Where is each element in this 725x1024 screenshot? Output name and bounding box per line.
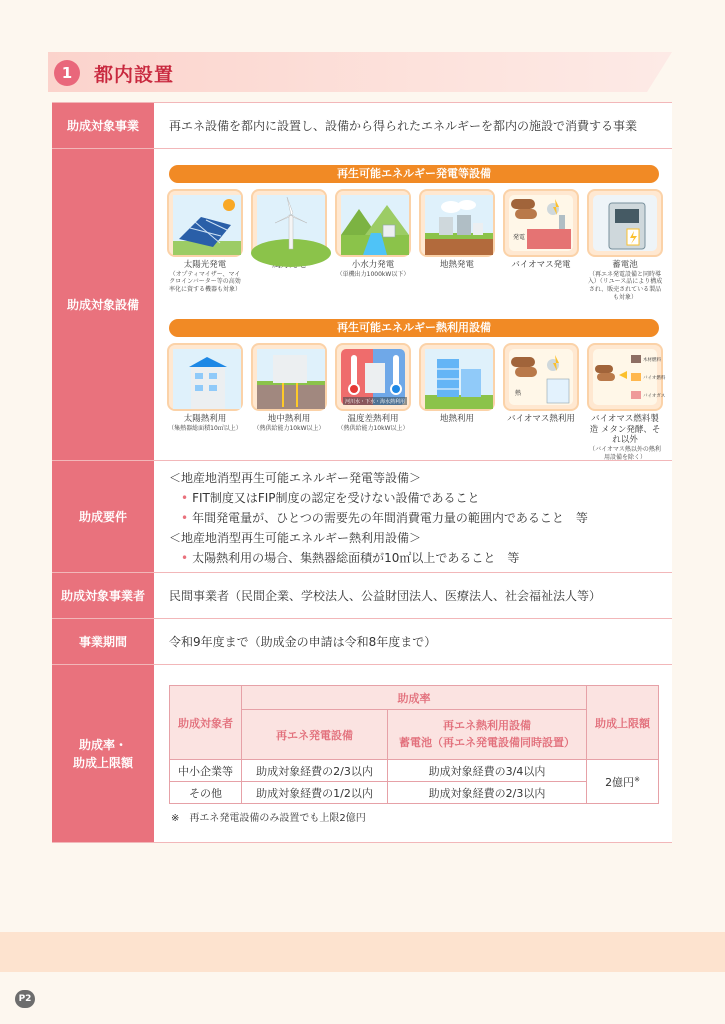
rate-footnote: ※ 再エネ発電設備のみ設置でも上限2億円	[171, 813, 366, 824]
wind-turbine-icon	[251, 189, 327, 257]
section-number-badge: 1	[54, 60, 80, 86]
svg-text:河川水・下水・海水熱利用: 河川水・下水・海水熱利用	[344, 399, 406, 405]
section-title: 都内設置	[94, 64, 175, 86]
value-target-operators: 民間事業者（民間企業、学校法人、公益財団法人、医療法人、社会福祉法人等）	[155, 573, 672, 618]
biomass-plant-icon	[503, 189, 579, 257]
svg-text:バイオガス: バイオガス	[643, 394, 666, 399]
biomass-heat-icon	[503, 343, 579, 411]
item-note: （集熱器総面積10㎡以上）	[168, 424, 242, 432]
rate-panel	[155, 665, 672, 842]
rate-row-power: 助成対象経費の1/2以内	[242, 782, 388, 804]
rate-row-target: 中小企業等	[170, 760, 242, 782]
item-temperature-difference	[335, 343, 411, 461]
item-note: （熱供給能力10kW以上）	[253, 424, 325, 432]
item-solar-heat	[167, 343, 243, 461]
rate-col-rate: 助成率	[242, 686, 587, 710]
req-item: • FIT制度又はFIP制度の認定を受けない設備であること	[181, 491, 480, 505]
rate-col-target: 助成対象者	[170, 686, 242, 760]
row-requirements	[52, 461, 672, 573]
ground-heat-icon	[251, 343, 327, 411]
page-number: P2	[15, 990, 35, 1008]
svg-text:木材燃料: 木材燃料	[643, 358, 661, 363]
item-storage-battery	[587, 189, 663, 302]
rate-row-heat: 助成対象経費の3/4以内	[388, 760, 587, 782]
row-target-business	[52, 103, 672, 149]
section-header	[48, 52, 672, 92]
rate-row-target: その他	[170, 782, 242, 804]
req-head-heat: ＜地産地消型再生可能エネルギー熱利用設備＞	[169, 531, 422, 545]
rate-row-heat: 助成対象経費の2/3以内	[388, 782, 587, 804]
rate-col-heat: 再エネ熱利用設備 蓄電池（再エネ発電設備同時設置）	[388, 710, 587, 760]
item-note: （オプティマイザー、マイクロインバーター等の高効率化に資する機器も対象）	[168, 270, 241, 294]
solar-panel-icon	[167, 189, 243, 257]
rate-limit-value: 2億円※	[587, 760, 659, 804]
solar-heat-icon	[167, 343, 243, 411]
power-equipment-grid	[167, 189, 663, 302]
geothermal-building-icon	[419, 343, 495, 411]
item-name: 小水力発電	[351, 260, 395, 270]
item-name: 太陽光発電	[183, 260, 227, 270]
footer-band	[0, 932, 725, 972]
item-name: バイオマス発電	[511, 260, 571, 270]
item-name: 地熱発電	[439, 260, 474, 270]
label-requirements: 助成要件	[52, 461, 155, 572]
item-geothermal-power	[419, 189, 495, 302]
equipment-panel	[155, 149, 672, 460]
item-note: （熱供給能力10kW以上）	[337, 424, 409, 432]
req-head-power: ＜地産地消型再生可能エネルギー発電等設備＞	[169, 471, 422, 485]
item-small-hydro	[335, 189, 411, 302]
item-solar-power	[167, 189, 243, 302]
svg-text:熱: 熱	[515, 390, 522, 397]
req-item: • 年間発電量が、ひとつの需要先の年間消費電力量の範囲内であること 等	[181, 511, 588, 525]
value-period: 令和9年度まで（助成金の申請は令和8年度まで）	[155, 619, 672, 664]
row-target-operators	[52, 573, 672, 619]
item-name: バイオマス熱利用	[507, 414, 575, 424]
item-note: （単機出力1000kW以下）	[336, 270, 410, 278]
item-biomass-fuel	[587, 343, 666, 461]
rate-row-power: 助成対象経費の2/3以内	[242, 760, 388, 782]
label-target-operators: 助成対象事業者	[52, 573, 155, 618]
thermometer-icon	[335, 343, 411, 411]
item-ground-heat	[251, 343, 327, 461]
item-name: 太陽熱利用	[183, 414, 227, 424]
item-name: 温度差熱利用	[347, 414, 399, 424]
item-note: （バイオマス熱以外の熱利用設備を除く）	[589, 445, 661, 461]
requirements-list	[155, 461, 672, 572]
item-name: 地熱利用	[439, 414, 474, 424]
item-name: 地中熱利用	[267, 414, 311, 424]
item-note: （再エネ発電設備と同時導入）（リユース品により構成され、販売されている製品も対象）	[587, 270, 663, 302]
req-item: • 太陽熱利用の場合、集熱器総面積が10㎡以上であること 等	[181, 551, 520, 565]
rate-col-limit: 助成上限額	[587, 686, 659, 760]
item-biomass-power	[503, 189, 579, 302]
heat-group-title: 再生可能エネルギー熱利用設備	[169, 319, 659, 337]
power-group-title: 再生可能エネルギー発電等設備	[169, 165, 659, 183]
label-target-business: 助成対象事業	[52, 103, 155, 148]
item-name: バイオマス燃料製造 メタン発酵、それ以外	[589, 414, 661, 446]
hydro-power-icon	[335, 189, 411, 257]
item-wind-power	[251, 189, 327, 302]
rate-table	[169, 685, 659, 804]
value-target-business: 再エネ設備を都内に設置し、設備から得られたエネルギーを都内の施設で消費する事業	[155, 103, 672, 148]
label-period: 事業期間	[52, 619, 155, 664]
item-biomass-heat	[503, 343, 579, 461]
row-rate	[52, 665, 672, 843]
svg-text:発電: 発電	[513, 234, 526, 241]
info-table	[52, 102, 672, 842]
row-target-equipment	[52, 149, 672, 461]
label-target-equipment: 助成対象設備	[52, 149, 155, 460]
label-rate: 助成率・ 助成上限額	[52, 665, 155, 842]
svg-text:バイオ燃料: バイオ燃料	[643, 376, 666, 381]
biomass-fuel-icon	[587, 343, 666, 411]
geothermal-plant-icon	[419, 189, 495, 257]
item-geothermal-heat	[419, 343, 495, 461]
item-name: 蓄電池	[612, 260, 638, 270]
row-period	[52, 619, 672, 665]
heat-equipment-grid	[167, 343, 666, 461]
rate-col-power: 再エネ発電設備	[242, 710, 388, 760]
battery-icon	[587, 189, 663, 257]
